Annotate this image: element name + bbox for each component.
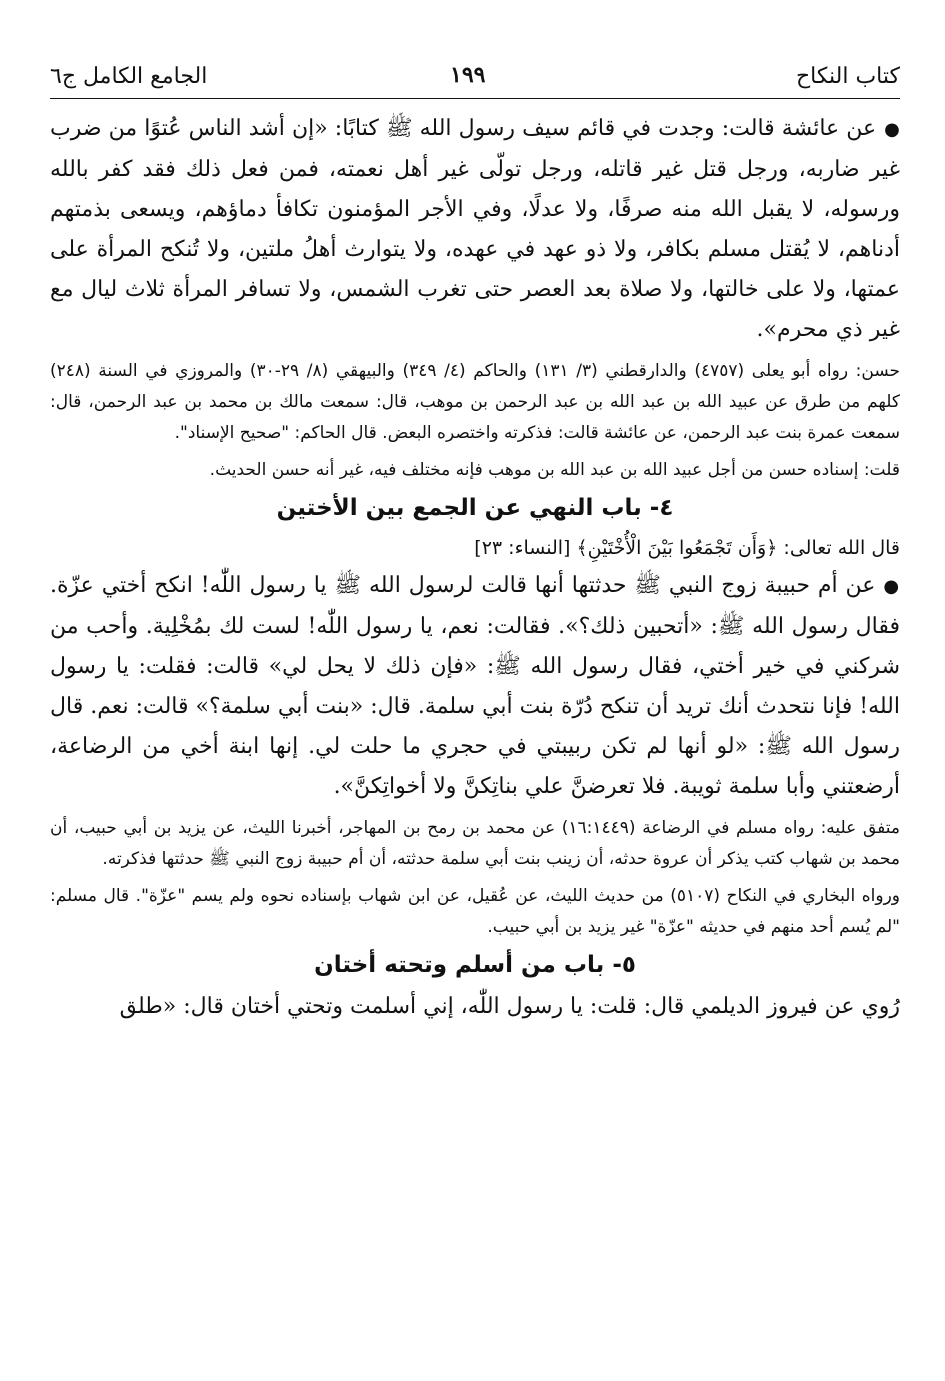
page	[50, 58, 900, 1027]
page-number: ١٩٩	[450, 62, 486, 88]
bullet-icon: ●	[884, 119, 900, 140]
verse-reference: [النساء: ٢٣]	[474, 537, 571, 559]
quran-citation	[50, 530, 900, 566]
hadith-umm-habiba-text: عن أم حبيبة زوج النبي ﷺ حدثتها أنها قالت لرسول الله ﷺ يا رسول اللّٰه! انكح أختي عزّة. فقال رسول الله ﷺ: «أتحبين ذلك؟». فقالت: نعم، يا رسول اللّٰه! لست لك بمُخْلِية. وأحب من شركني في خير أختي، فقال رسول الله ﷺ: «فإن ذلك لا يحل لي» قالت: فقلت: يا رسول الله! فإنا نتحدث أنك تريد أن تنكح دُرّة بنت أبي سلمة. قال: «بنت أبي سلمة؟» قالت: نعم. قال رسول الله ﷺ: «لو أنها لم تكن ربيبتي في حجري ما حلت لي. إنها ابنة أخي من الرضاعة، أرضعتني وأبا سلمة ثويبة. فلا تعرضنَّ علي بناتِكنَّ ولا أخواتِكنَّ».	[50, 573, 900, 799]
takhrij-aisha: حسن: رواه أبو يعلى (٤٧٥٧) والدارقطني (٣/ ١٣١) والحاكم (٤/ ٣٤٩) والبيهقي (٨/ ٢٩-٣٠) والمروزي في السنة (٢٤٨) كلهم من طرق عن عبيد الله بن عبد الله بن عبد الرحمن بن موهب، قال: سمعت مالك بن محمد بن عبد الرحمن، قال: سمعت عمرة بنت عبد الرحمن، عن عائشة قالت: فذكرته واختصره البعض. قال الحاكم: "صحيح الإسناد".	[50, 361, 900, 443]
hadith-aisha-text: عن عائشة قالت: وجدت في قائم سيف رسول الله ﷺ كتابًا: «إن أشد الناس عُتوًا من ضرب غير ضاربه، ورجل قتل غير قاتله، ورجل تولّى غير أهل نعمته، فمن فعل ذلك فقد كفر بالله ورسوله، لا يقبل الله منه صرفًا، ولا عدلًا، وفي الأجر المؤمنون تكافأ دماؤهم، ويسعى بذمتهم أدناهم، لا يُقتل مسلم بكافر، ولا ذو عهد في عهده، ولا يتوارث أهلُ ملتين، ولا تُنكح المرأة على عمتها، ولا على خالتها، ولا صلاة بعد العصر حتى تغرب الشمس، ولا تسافر المرأة ثلاث ليال مع غير ذي محرم».	[50, 116, 900, 342]
quran-verse: ﴿وَأَن تَجْمَعُوا بَيْنَ الْأُخْتَيْنِ﴾	[576, 537, 778, 559]
chapter-4-heading: ٤- باب النهي عن الجمع بين الأختين	[276, 495, 674, 521]
hadith-umm-habiba	[50, 566, 900, 807]
running-header	[50, 58, 900, 99]
comment-aisha: قلت: إسناده حسن من أجل عبيد الله بن عبد الله بن موهب فإنه مختلف فيه، غير أنه حسن الحديث.	[209, 460, 900, 480]
verse-intro: قال الله تعالى:	[783, 537, 900, 559]
book-title: كتاب النكاح	[795, 64, 900, 89]
hadith-aisha	[50, 109, 900, 350]
bullet-icon: ●	[883, 576, 900, 597]
takhrij-bukhari: ورواه البخاري في النكاح (٥١٠٧) من حديث الليث، عن عُقيل، عن ابن شهاب بإسناده نحوه ولم يسم "عزّة". قال مسلم: "لم يُسم أحد منهم في حديثه "عزّة" غير يزيد بن أبي حبيب.	[50, 886, 900, 937]
hadith-fairuz: رُوي عن فيروز الديلمي قال: قلت: يا رسول اللّٰه، إني أسلمت وتحتي أختان قال: «طلق	[119, 994, 900, 1019]
volume-title: الجامع الكامل ج٦	[50, 64, 208, 89]
chapter-5-heading: ٥- باب من أسلم وتحته أختان	[314, 952, 636, 978]
takhrij-muslim: متفق عليه: رواه مسلم في الرضاعة (١٦:١٤٤٩) عن محمد بن رمح بن المهاجر، أخبرنا الليث، عن يزيد بن أبي حبيب، أن محمد بن شهاب كتب يذكر أن عروة حدثه، أن زينب بنت أبي سلمة حدثته، أن أم حبيبة زوج النبي ﷺ حدثتها فذكرته.	[50, 818, 900, 869]
